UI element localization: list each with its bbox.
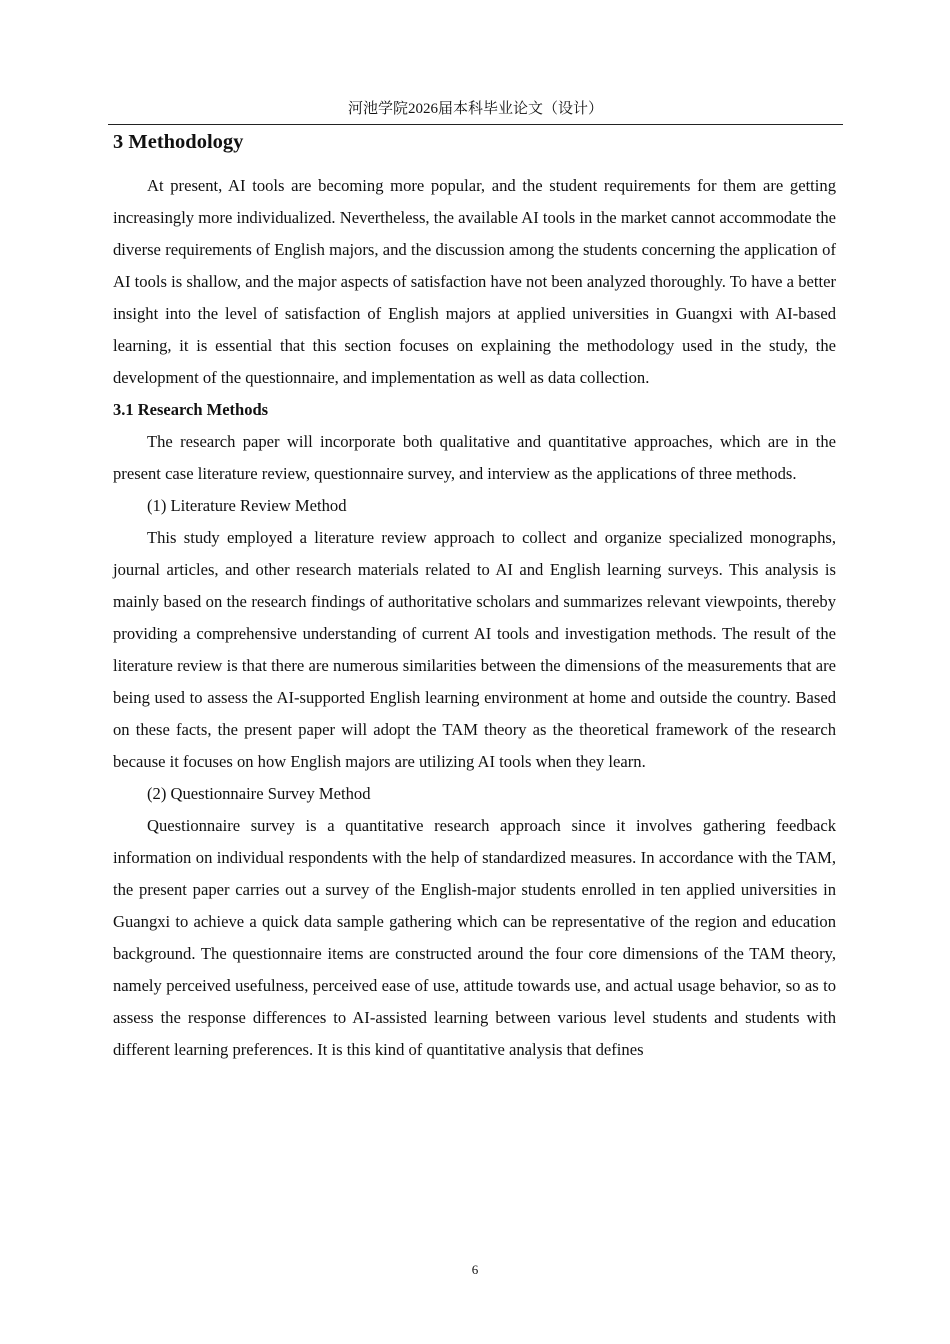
method-2-paragraph: Questionnaire survey is a quantitative research approach since it involves gathering feedback information on individual respondents with the help of standardized measures. In accordance with the TAM, the present paper carries out a survey of the English-major students enrolled in ten applied universities in Guangxi to achieve a quick data sample gathering which can be representative of the region and education background. The questionnaire items are constructed around the four core dimensions of the TAM theory, namely perceived usefulness, perceived ease of use, attitude towards use, and actual usage behavior, so as to assess the response differences to AI-assisted learning between various level students and students with different learning preferences. It is this kind of quantitative analysis that defines: [113, 816, 836, 1059]
page-body: [113, 126, 836, 1066]
header-divider: [108, 124, 843, 125]
section-intro-paragraph: At present, AI tools are becoming more popular, and the student requirements for them are getting increasingly more individualized. Nevertheless, the available AI tools in the market cannot accommodate the diverse requirements of English majors, and the discussion among the students concerning the application of AI tools is shallow, and the major aspects of satisfaction have not been analyzed thoroughly. To have a better insight into the level of satisfaction of English majors at applied universities in Guangxi with AI-based learning, it is essential that this section focuses on explaining the methodology used in the study, the development of the questionnaire, and implementation as well as data collection.: [113, 176, 836, 387]
method-2-heading: (2) Questionnaire Survey Method: [147, 784, 371, 803]
page-number: 6: [471, 1262, 479, 1277]
method-1-paragraph: This study employed a literature review approach to collect and organize specialized monographs, journal articles, and other research materials related to AI and English learning surveys. This analysis is mainly based on the research findings of authoritative scholars and summarizes relevant viewpoints, thereby providing a comprehensive understanding of current AI tools and investigation methods. The result of the literature review is that there are numerous similarities between the dimensions of the measurements that are being used to assess the AI-supported English learning environment at home and outside the country. Based on these facts, the present paper will adopt the TAM theory as the theoretical framework of the research because it focuses on how English majors are utilizing AI tools when they learn.: [113, 528, 836, 771]
method-1-heading: (1) Literature Review Method: [147, 496, 347, 515]
section-title: 3 Methodology: [113, 131, 244, 153]
running-header: 河池学院2026届本科毕业论文（设计）: [347, 101, 603, 117]
subsection-title: 3.1 Research Methods: [113, 400, 269, 419]
subsection-intro-paragraph: The research paper will incorporate both qualitative and quantitative approaches, which are in the present case literature review, questionnaire survey, and interview as the applications of three methods.: [113, 432, 836, 483]
